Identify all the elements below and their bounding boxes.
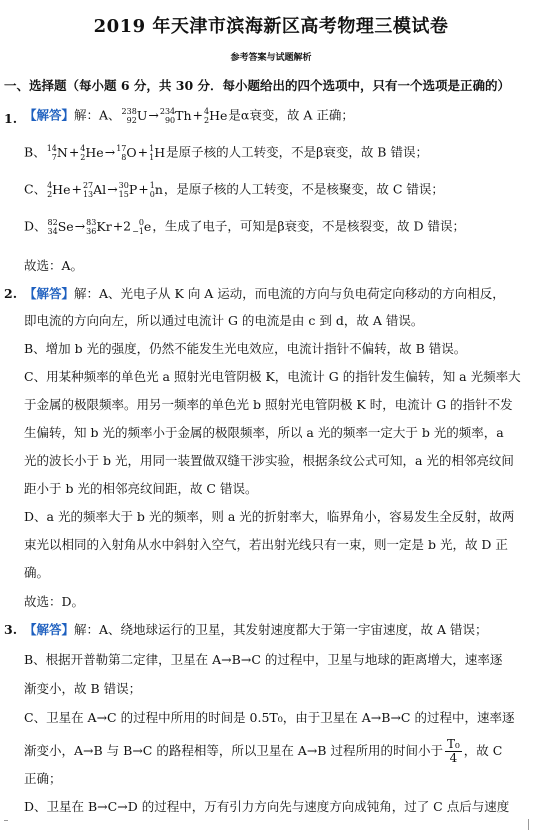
q1-answer: 故选：A。 — [24, 258, 84, 273]
q3-line-3: 渐变小，故 B 错误； — [24, 681, 142, 696]
fraction-t0-over-4: $\frac{\text{T₀}}{4}$ — [446, 737, 460, 765]
nuclide-n14: 14 7 N — [46, 144, 68, 162]
nuclide-kr83: 83 36 Kr — [86, 218, 112, 236]
q3-line-6: 正确； — [24, 771, 62, 786]
q2-line-11: 故选：D。 — [24, 594, 85, 609]
nuclide-he4-c: 4 2 He — [47, 181, 71, 199]
q2-line-9: 束光以相同的入射角从水中斜射入空气，若出射光线只有一束，则一定是 b 光，故 D 正 — [24, 537, 508, 552]
q3-tag: 【解答】 — [24, 622, 75, 637]
q3-line-5: 渐变小，A→B 与 B→C 的路程相等，所以卫星在 A→B 过程所用的时间小于 $\frac{\text{T₀}}{4}$ ，故 C — [24, 737, 503, 765]
nuclide-th234: 234 90 Th — [159, 107, 192, 125]
q2-line-5: 生偏转，知 b 光的频率小于金属的极限频率，所以 a 光的频率一定大于 b 光的频率，a — [24, 425, 504, 440]
q2-line-8: D、a 光的频率大于 b 光的频率，则 a 光的折射率大，临界角小，容易发生全反射，故两 — [24, 509, 515, 524]
q2-line-6: 光的波长小于 b 光，用同一装置做双缝干涉实验，根据条纹公式可知，a 光的相邻亮纹间 — [24, 453, 514, 468]
nuclide-p30: 30 15 P — [118, 181, 138, 199]
q2-line-10: 确。 — [24, 565, 50, 580]
corner-mark-left — [4, 820, 8, 831]
q2-line-3: C、用某种频率的单色光 a 照射光电管阴极 K，电流计 G 的指针发生偏转，知 a 光频率大 — [24, 369, 521, 384]
corner-mark-right — [528, 819, 539, 830]
nuclide-o17: 17 8 O — [116, 144, 137, 162]
q3-line-1: 【解答】解：A、绕地球运行的卫星，其发射速度都大于第一宇宙速度，故 A 错误； — [24, 622, 488, 637]
q2-line-2: B、增加 b 光的强度，仍然不能发生光电效应，电流计指针不偏转，故 B 错误。 — [24, 341, 467, 356]
q3-line-2: B、根据开普勒第二定律，卫星在 A→B→C 的过程中，卫星与地球的距离增大，速率逐 — [24, 652, 503, 667]
q2-line-7: 距小于 b 光的相邻亮纹间距，故 C 错误。 — [24, 481, 258, 496]
nuclide-neutron: 1 0 n — [149, 181, 163, 199]
nuclide-se82: 82 34 Se — [47, 218, 74, 236]
q1-line-a: 【解答】解：A、 238 92 U→ 234 90 Th+ 4 2 He是α衰变，故 A 正确； — [24, 107, 354, 125]
question-3-number: 3. — [4, 622, 18, 637]
q1-tag: 【解答】 — [24, 107, 75, 123]
q2-line-4: 于金属的极限频率。用另一频率的单色光 b 照射光电管阴极 K 时，电流计 G 的指针不发 — [24, 397, 513, 412]
section-heading: 一、选择题（每小题 6 分，共 30 分．每小题给出的四个选项中，只有一个选项是正确的） — [4, 78, 511, 93]
q1-line-c: C、 4 2 He+ 27 13 Al→ 30 15 P+ 1 0 n，是原子核的人工转变，不是核聚变，故 C 错误； — [24, 181, 444, 199]
nuclide-al27: 27 13 Al — [82, 181, 107, 199]
page-subtitle: 参考答案与试题解析 — [230, 53, 312, 63]
question-2-number: 2. — [4, 286, 18, 301]
q3-line-7: D、卫星在 B→C→D 的过程中，万有引力方向先与速度方向成钝角，过了 C 点后与速度 — [24, 799, 510, 814]
q1-line-d: D、 82 34 Se→ 83 36 Kr+2 0 −1 e，生成了电子，可知是β衰变，不是核裂变，故 D 错误； — [24, 218, 466, 236]
q2-tag: 【解答】 — [24, 286, 75, 301]
nuclide-he4: 4 2 He — [204, 107, 228, 125]
q3-line-4: C、卫星在 A→C 的过程中所用的时间是 0.5T₀，由于卫星在 A→B→C 的过程中，速率逐 — [24, 710, 515, 725]
page-title: 2019 年天津市滨海新区高考物理三模试卷 — [93, 16, 449, 37]
q2-line-1: 即电流的方向向左，所以通过电流计 G 的电流是由 c 到 d，故 A 错误。 — [24, 313, 424, 328]
question-1-number: 1. — [4, 111, 18, 126]
q2-line-0: 【解答】解：A、光电子从 K 向 A 运动，而电流的方向与负电荷定向移动的方向相反， — [24, 286, 505, 301]
q1-line-b: B、 14 7 N+ 4 2 He→ 17 8 O+ 1 1 H是原子核的人工转变，不是β衰变，故 B 错误； — [24, 144, 428, 162]
nuclide-h1: 1 1 H — [149, 144, 166, 162]
nuclide-he4-b: 4 2 He — [80, 144, 104, 162]
nuclide-electron: 0 −1 e — [132, 218, 152, 236]
nuclide-u238: 238 92 U — [121, 107, 148, 125]
